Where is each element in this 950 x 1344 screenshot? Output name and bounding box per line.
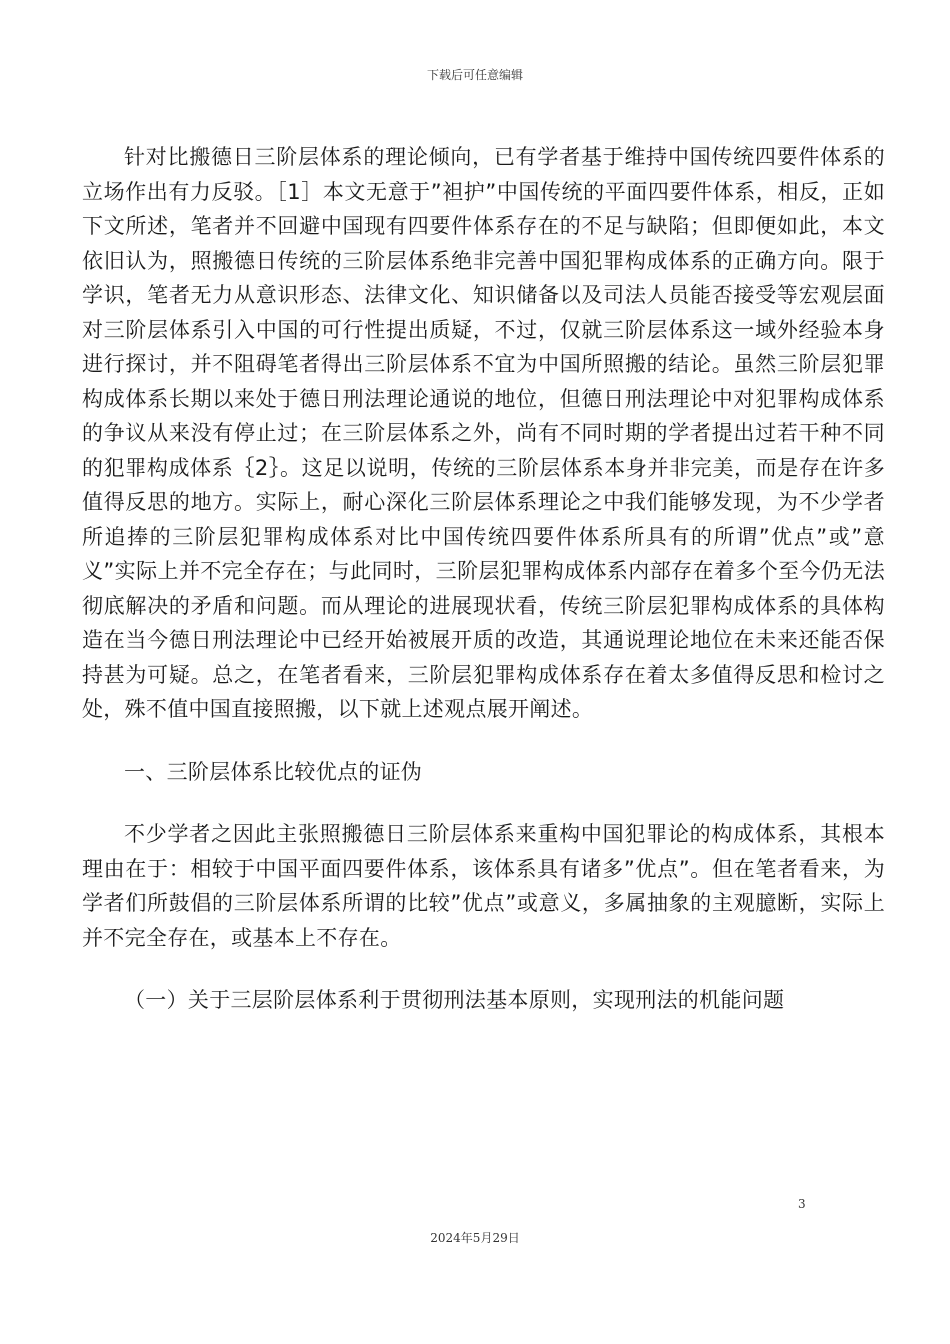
section-heading: 一、三阶层体系比较优点的证伪: [124, 759, 423, 784]
page-header: 下载后可任意编辑: [426, 68, 523, 82]
body-paragraph: 不少学者之因此主张照搬德日三阶层体系来重构中国犯罪论的构成体系，其根本理由在于：相较于中国平面四要件体系，该体系具有诸多”优点”。但在笔者看来，为学者们所鼓倡的三阶层体系所谓的比较”优点”或意义，多属抽象的主观臆断，实际上并不完全存在，或基本上不存在。: [82, 822, 885, 950]
body-paragraph: 针对比搬德日三阶层体系的理论倾向，已有学者基于维持中国传统四要件体系的立场作出有力反驳。［1］本文无意于”袒护”中国传统的平面四要件体系，相反，正如下文所述，笔者并不回避中国现有四要件体系存在的不足与缺陷；但即便如此，本文依旧认为，照搬德日传统的三阶层体系绝非完善中国犯罪构成体系的正确方向。限于学识，笔者无力从意识形态、法律文化、知识储备以及司法人员能否接受等宏观层面对三阶层体系引入中国的可行性提出质疑，不过，仅就三阶层体系这一域外经验本身进行探讨，并不阻碍笔者得出三阶层体系不宜为中国所照搬的结论。虽然三阶层犯罪构成体系长期以来处于德日刑法理论通说的地位，但德日刑法理论中对犯罪构成体系的争议从来没有停止过；在三阶层体系之外，尚有不同时期的学者提出过若干种不同的犯罪构成体系｛2｝。这足以说明，传统的三阶层体系本身并非完美，而是存在许多值得反思的地方。实际上，耐心深化三阶层体系理论之中我们能够发现，为不少学者所追捧的三阶层犯罪构成体系对比中国传统四要件体系所具有的所谓”优点”或”意义”实际上并不完全存在；与此同时，三阶层犯罪构成体系内部存在着多个至今仍无法彻底解决的矛盾和问题。而从理论的进展现状看，传统三阶层犯罪构成体系的具体构造在当今德日刑法理论中已经开始被展开质的改造，其通说理论地位在未来还能否保持甚为可疑。总之，在笔者看来，三阶层犯罪构成体系存在着太多值得反思和检讨之处，殊不值中国直接照搬，以下就上述观点展开阐述。: [82, 145, 885, 721]
subsection-heading: （一）关于三层阶层体系利于贯彻刑法基本原则，实现刑法的机能问题: [124, 988, 785, 1012]
page-footer-date: 2024年5月29日: [430, 1231, 520, 1245]
document-body: [82, 140, 885, 1018]
page-number: 3: [798, 1197, 806, 1211]
